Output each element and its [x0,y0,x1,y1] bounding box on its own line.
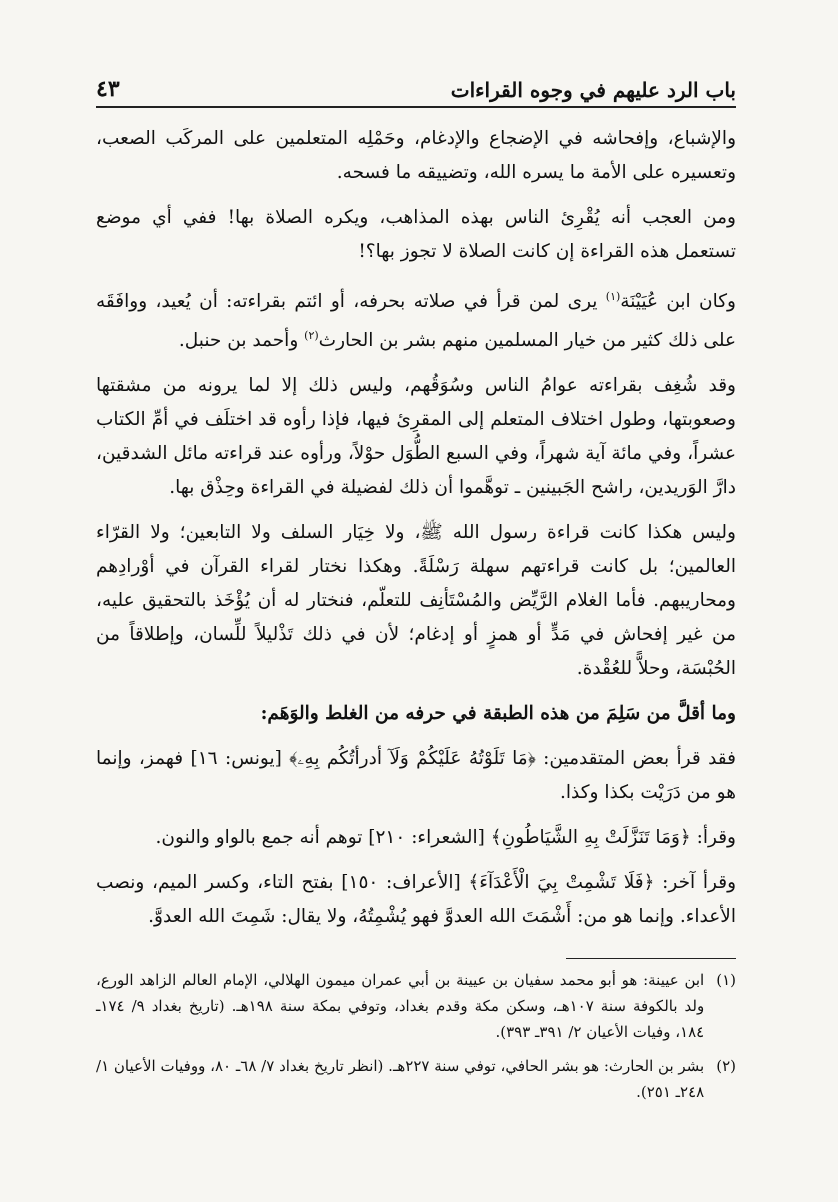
paragraph-text: وأحمد بن حنبل. [178,330,305,352]
paragraph-text: يرى لمن قرأ في صلاته بحرفه، أو ائتم بقراءته: أن يُعيد، ووافَقَه على ذلك كثير من خيار المسلمين منهم بشر بن الحارث [96,291,736,352]
footnote-number: (٢) [716,1057,736,1076]
paragraph-text: وكان ابن عُيَيْنَة [620,291,736,313]
footnotes [96,967,736,1105]
footnote-number: (١) [716,971,736,990]
book-page [96,62,736,1105]
footnote-reference[interactable]: (٢) [304,329,319,343]
paragraph: ومن العجب أنه يُقْرِئ الناس بهذه المذاهب، ويكره الصلاة بها! ففي أي موضع تستعمل هذه القراءة إن كانت الصلاة لا تجوز بها؟! [96,207,736,262]
example-paragraph: وقرأ آخر: ﴿فَلَا تَشْمِتْ بِيَ الْأَعْدَآءَ﴾ [الأعراف: ١٥٠] بفتح التاء، وكسر الميم، ونصب الأعداء. وإنما هو من: أَشْمَتَ الله العدوَّ فهو يُشْمِتُهُ، ولا يقال: شَمِتَ الله العدوَّ. [96,872,737,928]
paragraph: وقد شُغِف بقراءته عوامُ الناس وسُوَقُهم، وليس ذلك إلا لما يرونه من مشقتها وصعوبتها، وطول اختلاف المتعلم إلى المقرِئ فيها، فإذا رأوه قد اختلَف في أمِّ الكتاب عشراً، وفي مائة آية شهراً، وفي السبع الطُّوَل حوْلاً، ورأوه عند قراءته مائل الشدقين، دارَّ الوَريدين، راشح الجَبينين ـ توهَّموا أن ذلك لفضيلة في القراءة وحِذْق بها. [96,375,736,499]
chapter-title: باب الرد عليهم في وجوه القراءات [450,78,736,102]
footnote-text: بشر بن الحارث: هو بشر الحافي، توفي سنة ٢٢٧هـ. (انظر تاريخ بغداد ٧/ ٦٨ـ ٨٠، ووفيات الأعيان ١/ ٢٤٨ـ ٢٥١). [96,1057,705,1102]
footnote-reference[interactable]: (١) [605,290,621,303]
footnotes-divider [566,958,736,959]
example-paragraph: وقرأ: ﴿وَمَا تَنَزَّلَتْ بِهِ الشَّيَاطُونِ﴾ [الشعراء: ٢١٠] توهم أنه جمع بالواو والنون. [155,827,736,849]
page-number: ٤٣ [96,76,120,102]
paragraph: وليس هكذا كانت قراءة رسول الله ﷺ، ولا خِيَار السلف ولا التابعين؛ ولا القرّاء العالمين؛ بل كانت قراءتهم سهلة رَسْلَةً. وهكذا نختار لقراء القرآن في أوْرادِهم ومحاريبهم. فأما الغلام الرَّيِّض والمُسْتَأنِف للتعلّم، فنختار له أن يُؤْخَذ بالتحقيق عليه، من غير إفحاش في مَدٍّ أو همزٍ أو إدغام؛ لأن في ذلك تَذْليلاً للِّسان، وإطلاقاً من الحُبْسَة، وحلاًّ للعُقْدة. [96,522,736,680]
paragraph: والإشباع، وإفحاشه في الإضجاع والإدغام، وحَمْلِه المتعلمين على المركَب الصعب، وتعسيره على الأمة ما يسره الله، وتضييقه ما فسحه. [96,128,736,183]
running-header [96,62,736,108]
footnote [96,1053,736,1105]
paragraph [96,280,736,358]
example-paragraph: فقد قرأ بعض المتقدمين: ﴿مَا تَلَوْتُهُ عَلَيْكُمْ وَلَآ أدرأتُكُم بِهِۦ﴾ [يونس: ١٦] فهمز، وإنما هو من دَرَيْت بكذا وكذا. [96,748,737,804]
main-text [96,122,736,934]
footnote [96,967,736,1045]
section-heading: وما أقلَّ من سَلِمَ من هذه الطبقة في حرفه من الغلط والوَهَم: [260,703,736,725]
footnote-text: ابن عيينة: هو أبو محمد سفيان بن عيينة بن أبي عمران ميمون الهلالي، الإمام العالم الزاهد الورع، ولد بالكوفة سنة ١٠٧هـ، وسكن مكة وقدم بغداد، وتوفي بمكة سنة ١٩٨هـ. (تاريخ بغداد ٩/ ١٧٤ـ ١٨٤، وفيات الأعيان ٢/ ٣٩١ـ ٣٩٣). [96,971,705,1042]
